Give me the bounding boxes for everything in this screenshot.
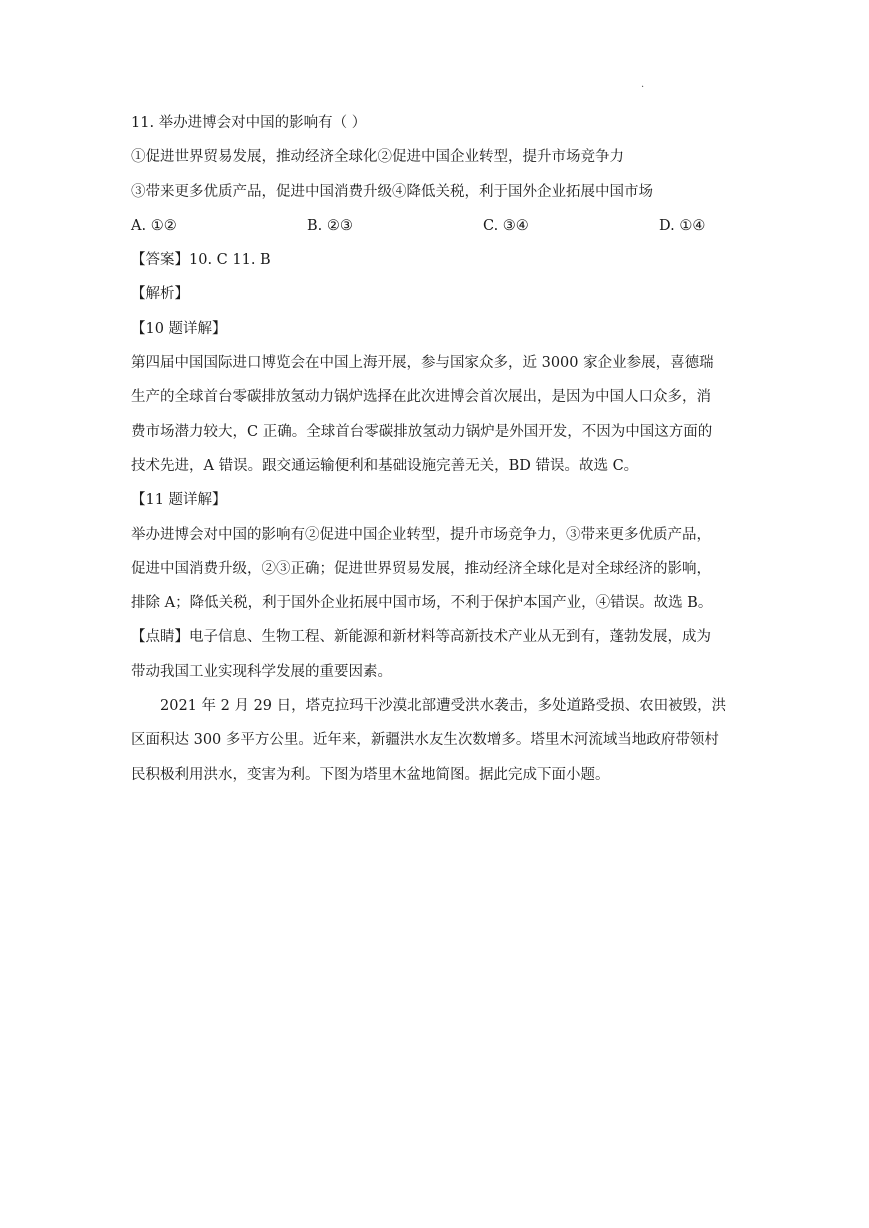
question-11-statements-2: ③带来更多优质产品，促进中国消费升级④降低关税，利于国外企业拓展中国市场 bbox=[131, 183, 653, 200]
intro-line-2: 区面积达 300 多平方公里。近年来，新疆洪水友生次数增多。塔里木河流域当地政府带领村 bbox=[131, 732, 719, 749]
question-11-statements-1: ①促进世界贸易发展，推动经济全球化②促进中国企业转型，提升市场竞争力 bbox=[131, 149, 624, 166]
tip-line-1: 【点睛】电子信息、生物工程、新能源和新材料等高新技术产业从无到有，蓬勃发展，成为 bbox=[131, 629, 711, 646]
detail-10-heading: 【10 题详解】 bbox=[131, 320, 227, 337]
option-b: B. ②③ bbox=[307, 217, 353, 234]
header-mark: · bbox=[641, 82, 645, 93]
detail-11-line-1: 举办进博会对中国的影响有②促进中国企业转型，提升市场竞争力，③带来更多优质产品， bbox=[131, 526, 711, 543]
option-a: A. ①② bbox=[131, 217, 177, 234]
intro-line-3: 民积极利用洪水，变害为利。下图为塔里木盆地简图。据此完成下面小题。 bbox=[131, 766, 610, 783]
question-11-options bbox=[131, 209, 741, 243]
tip-line-2: 带动我国工业实现科学发展的重要因素。 bbox=[131, 663, 392, 680]
document-body bbox=[131, 106, 741, 792]
detail-11-line-2: 促进中国消费升级，②③正确；促进世界贸易发展，推动经济全球化是对全球经济的影响， bbox=[131, 560, 711, 577]
option-c: C. ③④ bbox=[483, 217, 529, 234]
answer-line: 【答案】10. C 11. B bbox=[131, 252, 271, 269]
detail-10-line-4: 技术先进，A 错误。跟交通运输便利和基础设施完善无关，BD 错误。故选 C。 bbox=[131, 457, 639, 474]
question-11-stem: 11. 举办进博会对中国的影响有（ ） bbox=[131, 115, 367, 131]
option-d: D. ①④ bbox=[659, 217, 706, 234]
analysis-heading: 【解析】 bbox=[131, 286, 189, 303]
detail-10-line-1: 第四届中国国际进口博览会在中国上海开展，参与国家众多，近 3000 家企业参展，喜德瑞 bbox=[131, 355, 714, 372]
detail-10-line-3: 费市场潜力较大，C 正确。全球首台零碳排放氢动力锅炉是外国开发，不因为中国这方面的 bbox=[131, 423, 713, 440]
detail-10-line-2: 生产的全球首台零碳排放氢动力锅炉选择在此次进博会首次展出，是因为中国人口众多，消 bbox=[131, 389, 711, 406]
intro-line-1: 2021 年 2 月 29 日，塔克拉玛干沙漠北部遭受洪水袭击，多处道路受损、农田被毁，洪 bbox=[160, 698, 727, 715]
detail-11-line-3: 排除 A；降低关税，利于国外企业拓展中国市场，不利于保护本国产业，④错误。故选 B。 bbox=[131, 595, 713, 612]
detail-11-heading: 【11 题详解】 bbox=[131, 492, 227, 509]
